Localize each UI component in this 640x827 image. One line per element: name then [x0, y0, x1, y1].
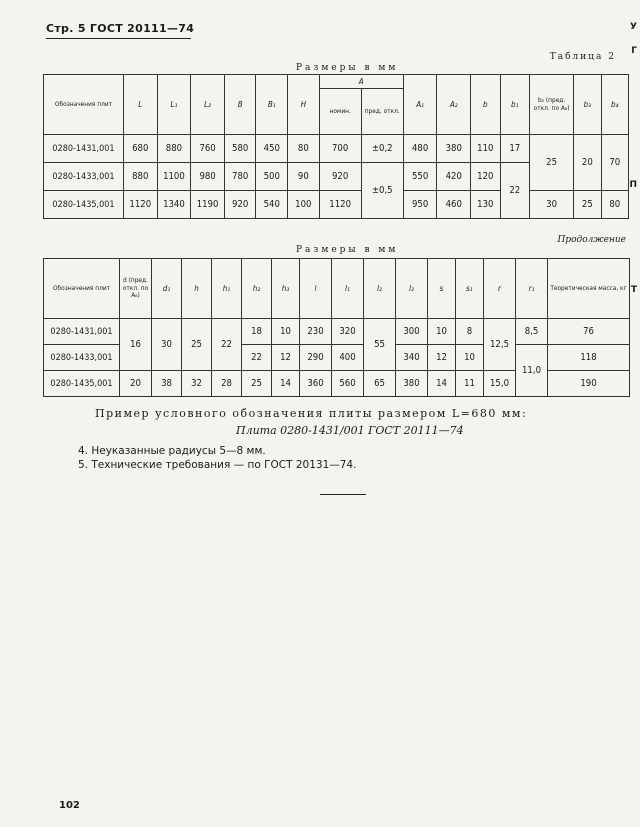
note-5: 5. Технические требования — по ГОСТ 20131—74.	[78, 459, 357, 471]
col-L1: L₁	[157, 75, 191, 135]
col-l: l	[300, 259, 332, 319]
cell: 30	[530, 191, 574, 219]
col-h: h	[182, 259, 212, 319]
cell: 760	[191, 135, 225, 163]
col-A: A	[319, 75, 403, 89]
cell: 880	[123, 163, 157, 191]
col-L2: L₂	[191, 75, 225, 135]
cell: 14	[272, 371, 300, 397]
cell: 18	[242, 319, 272, 345]
cell: 15,0	[484, 371, 516, 397]
col-b2: b₂ (пред. откл. по A₈)	[530, 75, 574, 135]
cell: 55	[364, 319, 396, 371]
cell: 450	[256, 135, 288, 163]
cell: 920	[224, 191, 256, 219]
cell: 80	[288, 135, 320, 163]
table-row	[44, 135, 629, 163]
cell: 400	[332, 345, 364, 371]
cell: 76	[548, 319, 630, 345]
cell: 300	[396, 319, 428, 345]
cell: 480	[403, 135, 437, 163]
margin-mark: У	[630, 22, 637, 32]
col-name: Обозначения плит	[44, 75, 124, 135]
col-s1: s₁	[456, 259, 484, 319]
cell: 780	[224, 163, 256, 191]
col-h3: h₃	[272, 259, 300, 319]
cell: 580	[224, 135, 256, 163]
example-heading: Пример условного обозначения плиты размером L=680 мм:	[95, 407, 528, 420]
cell: 20	[120, 371, 152, 397]
cell: 28	[212, 371, 242, 397]
cell: 70	[601, 135, 628, 191]
cell: 10	[428, 319, 456, 345]
end-rule	[320, 494, 366, 495]
col-mass: Теоретическая масса, кг	[548, 259, 630, 319]
header-rule	[46, 38, 191, 39]
cell: 0280-1433,001	[44, 163, 124, 191]
col-A-nomin: номин.	[319, 89, 361, 135]
cell: 880	[157, 135, 191, 163]
col-s: s	[428, 259, 456, 319]
cell: 25	[574, 191, 601, 219]
col-l2: l₂	[364, 259, 396, 319]
cell: 1100	[157, 163, 191, 191]
margin-mark: Т	[630, 285, 637, 295]
cell: 950	[403, 191, 437, 219]
col-B: B	[224, 75, 256, 135]
cell: 1190	[191, 191, 225, 219]
cell: 980	[191, 163, 225, 191]
cell: 12	[272, 345, 300, 371]
cell: 1120	[319, 191, 361, 219]
col-A-pred: пред. откл.	[361, 89, 403, 135]
dimensions-table-1	[43, 74, 629, 219]
col-B1: B₁	[256, 75, 288, 135]
cell: 320	[332, 319, 364, 345]
cell: 100	[288, 191, 320, 219]
col-l1: l₁	[332, 259, 364, 319]
cell: 20	[574, 135, 601, 191]
col-d1: d₁	[152, 259, 182, 319]
example-designation: Плита 0280-1431/001 ГОСТ 20111—74	[236, 424, 464, 437]
cell: 25	[242, 371, 272, 397]
cell: 380	[437, 135, 471, 163]
col-name: Обозначения плит	[44, 259, 120, 319]
cell: 290	[300, 345, 332, 371]
table-row	[44, 191, 629, 219]
col-r1: r₁	[516, 259, 548, 319]
cell: 0280-1431,001	[44, 319, 120, 345]
cell: 190	[548, 371, 630, 397]
cell: 550	[403, 163, 437, 191]
cell: 11	[456, 371, 484, 397]
cell: 14	[428, 371, 456, 397]
col-A2: A₂	[437, 75, 471, 135]
cell: 420	[437, 163, 471, 191]
cell: 680	[123, 135, 157, 163]
cell: 118	[548, 345, 630, 371]
col-b4: b₄	[601, 75, 628, 135]
cell: 90	[288, 163, 320, 191]
cell: 10	[272, 319, 300, 345]
cell: 700	[319, 135, 361, 163]
cell: 130	[471, 191, 500, 219]
page-number: 102	[59, 800, 80, 811]
cell: 10	[456, 345, 484, 371]
col-h1: h₁	[212, 259, 242, 319]
col-b: b	[471, 75, 500, 135]
cell: 360	[300, 371, 332, 397]
cell: ±0,2	[361, 135, 403, 163]
cell: 0280-1435,001	[44, 191, 124, 219]
cell: 560	[332, 371, 364, 397]
cell: 0280-1431,001	[44, 135, 124, 163]
cell: 12,5	[484, 319, 516, 371]
cell: 0280-1433,001	[44, 345, 120, 371]
margin-mark: Г	[631, 46, 637, 56]
cell: 1120	[123, 191, 157, 219]
table-row	[44, 319, 630, 345]
cell: 1340	[157, 191, 191, 219]
continuation-label: Продолжение	[557, 235, 626, 245]
cell: 65	[364, 371, 396, 397]
col-b3: b₃	[574, 75, 601, 135]
cell: 16	[120, 319, 152, 371]
cell: 12	[428, 345, 456, 371]
cell: 25	[182, 319, 212, 371]
col-h2: h₂	[242, 259, 272, 319]
col-L: L	[123, 75, 157, 135]
units-label-2: Размеры в мм	[296, 245, 399, 255]
units-label-1: Размеры в мм	[296, 63, 399, 73]
cell: 460	[437, 191, 471, 219]
cell: 22	[242, 345, 272, 371]
cell: 22	[500, 163, 529, 219]
cell: 380	[396, 371, 428, 397]
margin-mark: П	[629, 180, 637, 190]
cell: 0280-1435,001	[44, 371, 120, 397]
cell: 38	[152, 371, 182, 397]
cell: ±0,5	[361, 163, 403, 219]
cell: 120	[471, 163, 500, 191]
cell: 11,0	[516, 345, 548, 397]
cell: 230	[300, 319, 332, 345]
table-label: Таблица 2	[549, 52, 616, 62]
cell: 30	[152, 319, 182, 371]
cell: 110	[471, 135, 500, 163]
col-A1: A₁	[403, 75, 437, 135]
cell: 500	[256, 163, 288, 191]
cell: 8,5	[516, 319, 548, 345]
cell: 17	[500, 135, 529, 163]
page-header: Стр. 5 ГОСТ 20111—74	[46, 22, 195, 35]
cell: 22	[212, 319, 242, 371]
col-H: H	[288, 75, 320, 135]
cell: 340	[396, 345, 428, 371]
col-b1: b₁	[500, 75, 529, 135]
cell: 8	[456, 319, 484, 345]
col-d: d (пред. откл. по A₈)	[120, 259, 152, 319]
cell: 25	[530, 135, 574, 191]
note-4: 4. Неуказанные радиусы 5—8 мм.	[78, 445, 266, 457]
col-l3: l₃	[396, 259, 428, 319]
cell: 540	[256, 191, 288, 219]
col-r: r	[484, 259, 516, 319]
cell: 920	[319, 163, 361, 191]
cell: 32	[182, 371, 212, 397]
cell: 80	[601, 191, 628, 219]
dimensions-table-2	[43, 258, 630, 397]
